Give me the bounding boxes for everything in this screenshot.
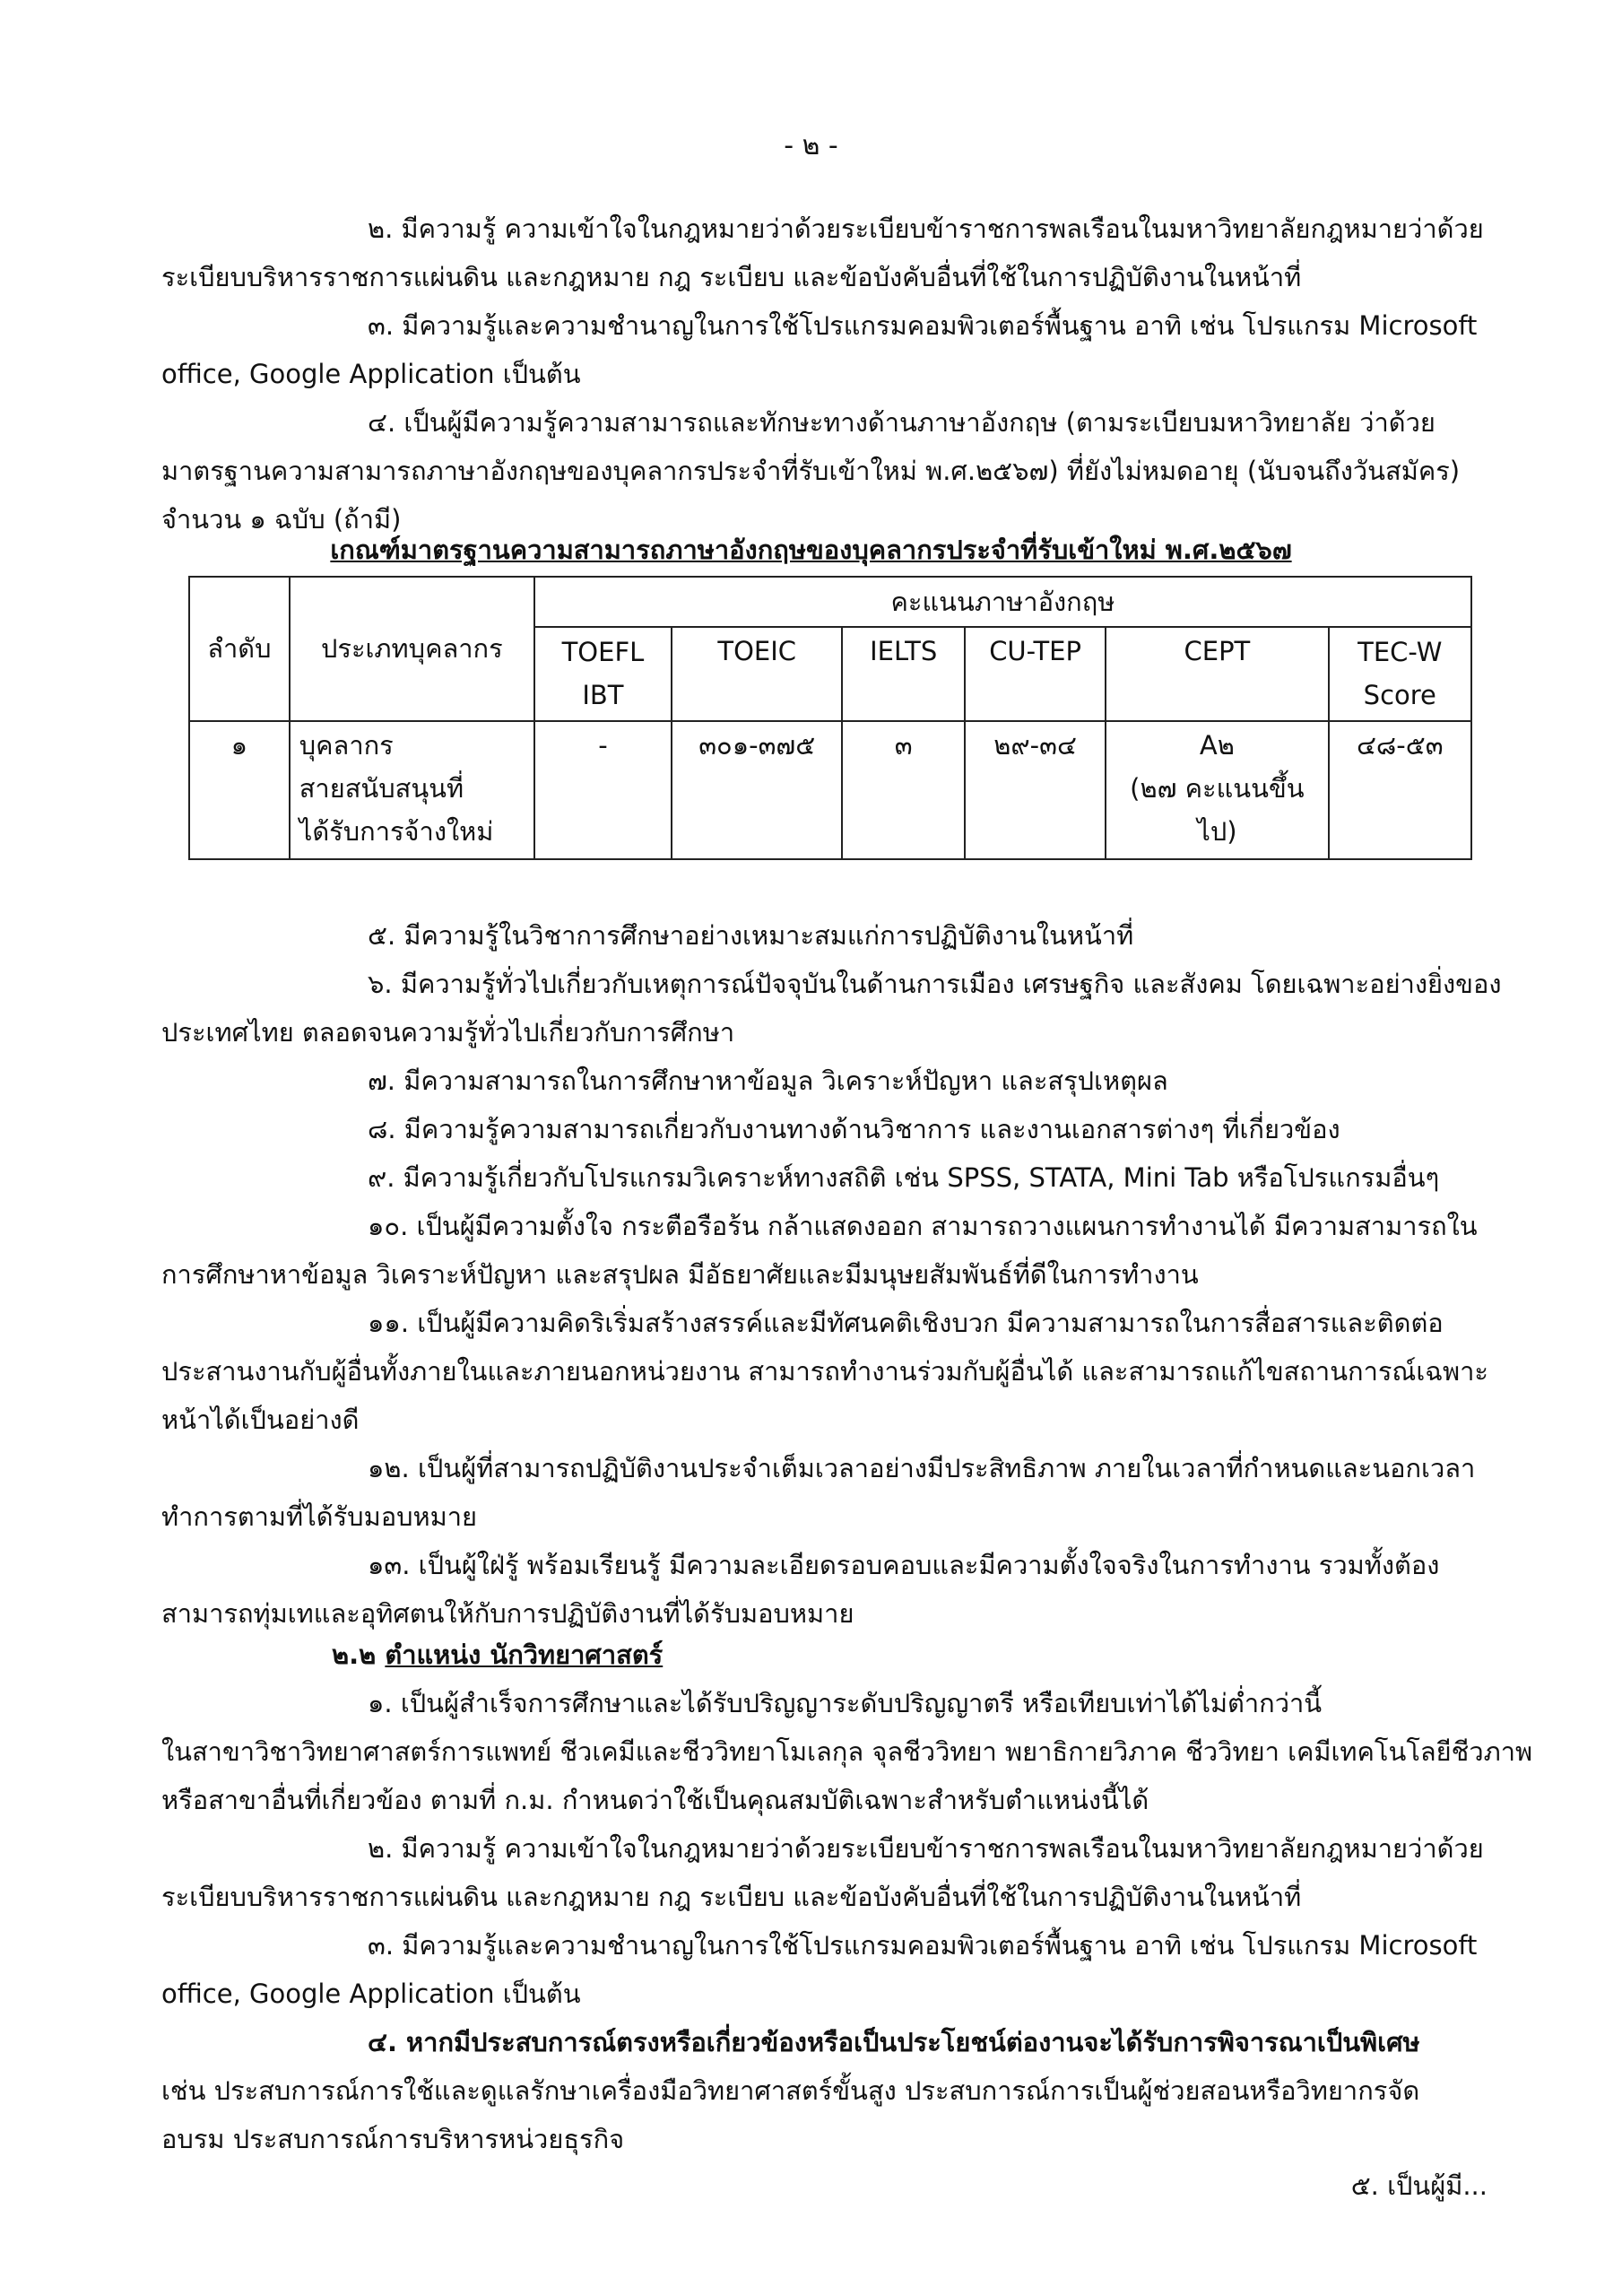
sci-item-3-line-2: office, Google Application เป็นต้น bbox=[161, 1979, 581, 2009]
sci-item-1-line-3: หรือสาขาอื่นที่เกี่ยวข้อง ตามที่ ก.ม. กำหนดว่าใช้เป็นคุณสมบัติเฉพาะสำหรับตำแหน่งนี้ได้ bbox=[161, 1785, 1149, 1815]
cell-tecw: ๔๘-๕๓ bbox=[1329, 721, 1471, 859]
sci-item-2-line-2: ระเบียบบริหารราชการแผ่นดิน และกฎหมาย กฎ ระเบียบ และข้อบังคับอื่นที่ใช้ในการปฏิบัติงานในหน้าที่ bbox=[161, 1882, 1302, 1912]
sci-item-4-line-2: เช่น ประสบการณ์การใช้และดูแลรักษาเครื่องมือวิทยาศาสตร์ขั้นสูง ประสบการณ์การเป็นผู้ช่วยสอนหรือวิทยากรจัด bbox=[161, 2075, 1420, 2106]
item-9: ๙. มีความรู้เกี่ยวกับโปรแกรมวิเคราะห์ทางสถิติ เช่น SPSS, STATA, Mini Tab หรือโปรแกรมอื่นๆ bbox=[368, 1162, 1440, 1193]
item-13-line-2: สามารถทุ่มเทและอุทิศตนให้กับการปฏิบัติงานที่ได้รับมอบหมาย bbox=[161, 1598, 854, 1629]
header-toefl-line-1: TOEFL bbox=[561, 637, 645, 668]
item-4-line-3: จำนวน ๑ ฉบับ (ถ้ามี) bbox=[161, 504, 402, 535]
cell-toeic: ๓๐๑-๓๗๕ bbox=[672, 721, 842, 859]
cell-toefl: - bbox=[534, 721, 672, 859]
cell-cept-line-2: (๒๗ คะแนนขึ้นไป) bbox=[1130, 772, 1305, 847]
header-tecw bbox=[1329, 627, 1471, 721]
item-11-line-2: ประสานงานกับผู้อื่นทั้งภายในและภายนอกหน่วยงาน สามารถทำงานร่วมกับผู้อื่นได้ และสามารถแก้ไขสถานการณ์เฉพาะ bbox=[161, 1356, 1488, 1387]
cell-staff-type-line-1: บุคลากร bbox=[299, 729, 394, 761]
cell-staff-type bbox=[290, 721, 534, 859]
table-title: เกณฑ์มาตรฐานความสามารถภาษาอังกฤษของบุคลากรประจำที่รับเข้าใหม่ พ.ศ.๒๕๖๗ bbox=[330, 535, 1292, 565]
header-no: ลำดับ bbox=[189, 577, 290, 721]
sci-item-2-line-1: ๒. มีความรู้ ความเข้าใจในกฎหมายว่าด้วยระเบียบข้าราชการพลเรือนในมหาวิทยาลัยกฎหมายว่าด้วย bbox=[368, 1833, 1484, 1864]
header-cept: CEPT bbox=[1106, 627, 1328, 721]
cell-no: ๑ bbox=[189, 721, 290, 859]
item-10-line-2: การศึกษาหาข้อมูล วิเคราะห์ปัญหา และสรุปผล มีอัธยาศัยและมีมนุษยสัมพันธ์ที่ดีในการทำงาน bbox=[161, 1259, 1199, 1290]
item-7: ๗. มีความสามารถในการศึกษาหาข้อมูล วิเคราะห์ปัญหา และสรุปเหตุผล bbox=[368, 1065, 1168, 1096]
sci-item-3-line-1: ๓. มีความรู้และความชำนาญในการใช้โปรแกรมคอมพิวเตอร์พื้นฐาน อาทิ เช่น โปรแกรม Microsoft bbox=[368, 1930, 1478, 1961]
page-number: - ๒ - bbox=[784, 130, 838, 161]
item-12-line-1: ๑๒. เป็นผู้ที่สามารถปฏิบัติงานประจำเต็มเวลาอย่างมีประสิทธิภาพ ภายในเวลาที่กำหนดและนอกเวลา bbox=[368, 1453, 1476, 1483]
cell-cutep: ๒๙-๓๔ bbox=[965, 721, 1106, 859]
item-10-line-1: ๑๐. เป็นผู้มีความตั้งใจ กระตือรือร้น กล้าแสดงออก สามารถวางแผนการทำงานได้ มีความสามารถใน bbox=[368, 1211, 1478, 1241]
header-toeic: TOEIC bbox=[672, 627, 842, 721]
section-number: ๒.๒ bbox=[332, 1639, 377, 1670]
header-ielts: IELTS bbox=[842, 627, 965, 721]
item-5: ๕. มีความรู้ในวิชาการศึกษาอย่างเหมาะสมแก่การปฏิบัติงานในหน้าที่ bbox=[368, 920, 1134, 951]
item-3-line-2: office, Google Application เป็นต้น bbox=[161, 359, 581, 389]
header-staff-type: ประเภทบุคลากร bbox=[290, 577, 534, 721]
sci-item-1-line-2: ในสาขาวิชาวิทยาศาสตร์การแพทย์ ชีวเคมีและชีววิทยาโมเลกุล จุลชีววิทยา พยาธิกายวิภาค ชีววิทยา เคมีเทคโนโลยีชีวภาพ bbox=[161, 1736, 1533, 1767]
section-title: ตำแหน่ง นักวิทยาศาสตร์ bbox=[385, 1639, 664, 1670]
item-3-line-1: ๓. มีความรู้และความชำนาญในการใช้โปรแกรมคอมพิวเตอร์พื้นฐาน อาทิ เช่น โปรแกรม Microsoft bbox=[368, 310, 1478, 341]
sci-item-1-line-1: ๑. เป็นผู้สำเร็จการศึกษาและได้รับปริญญาระดับปริญญาตรี หรือเทียบเท่าได้ไม่ต่ำกว่านี้ bbox=[368, 1688, 1323, 1718]
item-11-line-1: ๑๑. เป็นผู้มีความคิดริเริ่มสร้างสรรค์และมีทัศนคติเชิงบวก มีความสามารถในการสื่อสารและติดต่อ bbox=[368, 1308, 1444, 1338]
item-11-line-3: หน้าได้เป็นอย่างดี bbox=[161, 1405, 360, 1435]
cell-cept bbox=[1106, 721, 1328, 859]
cell-ielts: ๓ bbox=[842, 721, 965, 859]
item-12-line-2: ทำการตามที่ได้รับมอบหมาย bbox=[161, 1501, 478, 1532]
item-2-line-1: ๒. มีความรู้ ความเข้าใจในกฎหมายว่าด้วยระเบียบข้าราชการพลเรือนในมหาวิทยาลัยกฎหมายว่าด้วย bbox=[368, 213, 1484, 244]
header-tecw-line-1: TEC-W bbox=[1357, 637, 1443, 668]
header-tecw-line-2: Score bbox=[1363, 680, 1436, 711]
header-toefl bbox=[534, 627, 672, 721]
item-2-line-2: ระเบียบบริหารราชการแผ่นดิน และกฎหมาย กฎ ระเบียบ และข้อบังคับอื่นที่ใช้ในการปฏิบัติงานในหน้าที่ bbox=[161, 262, 1302, 292]
item-6-line-1: ๖. มีความรู้ทั่วไปเกี่ยวกับเหตุการณ์ปัจจุบันในด้านการเมือง เศรษฐกิจ และสังคม โดยเฉพาะอย่างยิ่งของ bbox=[368, 969, 1502, 999]
table-row bbox=[189, 721, 1471, 859]
item-6-line-2: ประเทศไทย ตลอดจนความรู้ทั่วไปเกี่ยวกับการศึกษา bbox=[161, 1017, 735, 1048]
header-cutep: CU-TEP bbox=[965, 627, 1106, 721]
header-toefl-line-2: IBT bbox=[582, 680, 624, 711]
item-13-line-1: ๑๓. เป็นผู้ใฝ่รู้ พร้อมเรียนรู้ มีความละเอียดรอบคอบและมีความตั้งใจจริงในการทำงาน รวมทั้งต้อง bbox=[368, 1550, 1440, 1580]
sci-item-4-line-3: อบรม ประสบการณ์การบริหารหน่วยธุรกิจ bbox=[161, 2124, 625, 2154]
header-english-score: คะแนนภาษาอังกฤษ bbox=[534, 577, 1471, 627]
section-heading bbox=[332, 1631, 663, 1679]
sci-item-4-line-1: ๔. หากมีประสบการณ์ตรงหรือเกี่ยวข้องหรือเป็นประโยชน์ต่องานจะได้รับการพิจารณาเป็นพิเศษ bbox=[368, 2027, 1420, 2057]
cell-staff-type-line-3: ได้รับการจ้างใหม่ bbox=[299, 815, 494, 847]
item-4-line-2: มาตรฐานความสามารถภาษาอังกฤษของบุคลากรประจำที่รับเข้าใหม่ พ.ศ.๒๕๖๗) ที่ยังไม่หมดอายุ (นับจนถึงวันสมัคร) bbox=[161, 456, 1461, 486]
next-page-continuation: ๕. เป็นผู้มี... bbox=[1350, 2170, 1488, 2201]
cell-cept-line-1: A๒ bbox=[1199, 729, 1235, 761]
table-header-row bbox=[189, 577, 1471, 627]
english-criteria-table bbox=[188, 576, 1472, 860]
cell-staff-type-line-2: สายสนับสนุนที่ bbox=[299, 772, 464, 804]
item-8: ๘. มีความรู้ความสามารถเกี่ยวกับงานทางด้านวิชาการ และงานเอกสารต่างๆ ที่เกี่ยวข้อง bbox=[368, 1114, 1340, 1144]
item-4-line-1: ๔. เป็นผู้มีความรู้ความสามารถและทักษะทางด้านภาษาอังกฤษ (ตามระเบียบมหาวิทยาลัย ว่าด้วย bbox=[368, 407, 1436, 438]
